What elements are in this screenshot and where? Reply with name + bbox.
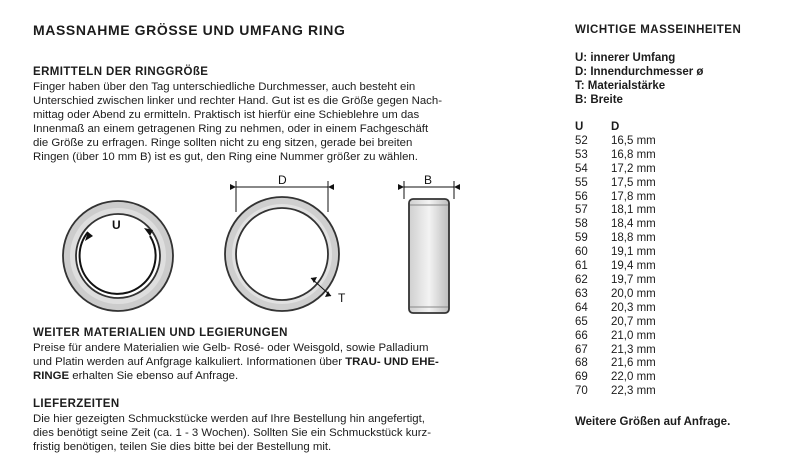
size-number: 64 [575,301,588,314]
size-number: 67 [575,343,588,356]
sidebar-title: WICHTIGE MASSEINHEITEN [575,24,742,36]
table-row [575,288,656,302]
materials-paragraph [33,341,523,383]
size-number: 60 [575,246,588,259]
paragraph-text: erhalten Sie ebenso auf Anfrage. [69,370,239,382]
size-number: 59 [575,232,588,245]
size-number: 66 [575,329,588,342]
paragraph-line: Finger haben über den Tag unterschiedliche Durchmesser, auch besteht ein [33,81,416,93]
size-number: 61 [575,260,588,273]
section-heading-ring-size: ERMITTELN DER RINGGRÖßE [33,66,209,78]
label-t: T [338,291,346,305]
paragraph-line [33,355,523,369]
ring-diameter-figure [225,173,346,311]
units-legend [575,51,703,107]
header-d: D [611,121,620,133]
size-number: 65 [575,315,588,328]
table-row [575,344,656,358]
paragraph-line: Ringen (über 10 mm B) ist es gut, den Ring eine Nummer größer zu wählen. [33,151,418,163]
unit-item: D: Innendurchmesser ø [575,66,704,78]
ring-circumference-figure [63,201,173,311]
section-heading-delivery: LIEFERZEITEN [33,398,120,410]
unit-item: T: Materialstärke [575,80,666,92]
size-number: 53 [575,148,588,161]
diameter-value: 20,0 mm [611,287,656,300]
size-number: 62 [575,273,588,286]
table-row [575,163,656,177]
paragraph-text: und Platin werden auf Anfgrage kalkuliert. Informationen über [33,356,343,368]
label-d: D [278,173,287,187]
diameter-value: 17,5 mm [611,176,656,189]
wedding-rings-link-continued[interactable]: RINGE [33,370,70,382]
paragraph-line: fristig benötigen, teilen Sie dies bitte bei der Bestellung mit. [33,441,332,453]
diameter-value: 21,6 mm [611,357,656,370]
size-number: 70 [575,385,588,398]
table-header [575,121,656,135]
table-row [575,246,656,260]
diameter-value: 17,2 mm [611,162,656,175]
delivery-paragraph [33,412,523,454]
size-table [575,121,656,399]
diameter-value: 22,0 mm [611,371,656,384]
diameter-value: 22,3 mm [611,385,656,398]
size-number: 55 [575,176,588,189]
more-sizes-note: Weitere Größen auf Anfrage. [575,416,731,428]
table-row [575,371,656,385]
table-row [575,385,656,399]
size-number: 52 [575,134,588,147]
diameter-value: 20,7 mm [611,315,656,328]
table-row [575,191,656,205]
size-number: 68 [575,357,588,370]
paragraph-line: die Größe zu erfragen. Ringe sollten nicht zu eng sitzen, gerade bei breiten [33,137,413,149]
paragraph-line: Preise für andere Materialien wie Gelb- Rosé- oder Weisgold, sowie Palladium [33,342,429,354]
label-b: B [424,173,433,187]
table-row [575,204,656,218]
size-number: 57 [575,204,588,217]
section-heading-materials: WEITER MATERIALIEN UND LEGIERUNGEN [33,327,288,339]
diameter-value: 17,8 mm [611,190,656,203]
table-row [575,274,656,288]
diameter-value: 19,7 mm [611,273,656,286]
table-row [575,218,656,232]
diameter-value: 19,4 mm [611,260,656,273]
paragraph-line: dies benötigt seine Zeit (ca. 1 - 3 Wochen). Sollten Sie ein Schmuckstück kurz- [33,427,432,439]
paragraph-line: Die hier gezeigten Schmuckstücke werden auf Ihre Bestellung hin angefertigt, [33,413,425,425]
diameter-value: 18,1 mm [611,204,656,217]
paragraph-line: Unterschied zwischen linker und rechter Hand. Gut ist es die Größe gegen Nach- [33,95,442,107]
wedding-rings-link[interactable]: TRAU- UND EHE- [345,356,439,368]
size-number: 58 [575,218,588,231]
paragraph-line: Innenmaß an einem getragenen Ring zu nehmen, oder in einem Fachgeschäft [33,123,429,135]
table-row [575,316,656,330]
table-row [575,135,656,149]
diameter-value: 19,1 mm [611,246,656,259]
table-row [575,302,656,316]
header-u: U [575,121,584,133]
diameter-value: 18,8 mm [611,232,656,245]
paragraph-line [33,369,523,383]
unit-item: U: innerer Umfang [575,52,676,64]
table-row [575,177,656,191]
paragraph-line: mittag oder Abend zu ermitteln. Praktisch ist hierfür eine Schieblehre um das [33,109,420,121]
diameter-value: 18,4 mm [611,218,656,231]
diameter-value: 16,8 mm [611,148,656,161]
unit-item: B: Breite [575,94,623,106]
page-title: MASSNAHME GRÖSSE UND UMFANG RING [33,22,346,38]
size-number: 56 [575,190,588,203]
table-row [575,260,656,274]
table-row [575,149,656,163]
table-row [575,330,656,344]
ring-width-figure [398,173,460,313]
diameter-value: 21,0 mm [611,329,656,342]
size-number: 54 [575,162,588,175]
table-row [575,232,656,246]
size-number: 69 [575,371,588,384]
diameter-value: 16,5 mm [611,134,656,147]
diameter-value: 21,3 mm [611,343,656,356]
size-number: 63 [575,287,588,300]
table-row [575,357,656,371]
label-u: U [112,218,121,232]
diameter-value: 20,3 mm [611,301,656,314]
